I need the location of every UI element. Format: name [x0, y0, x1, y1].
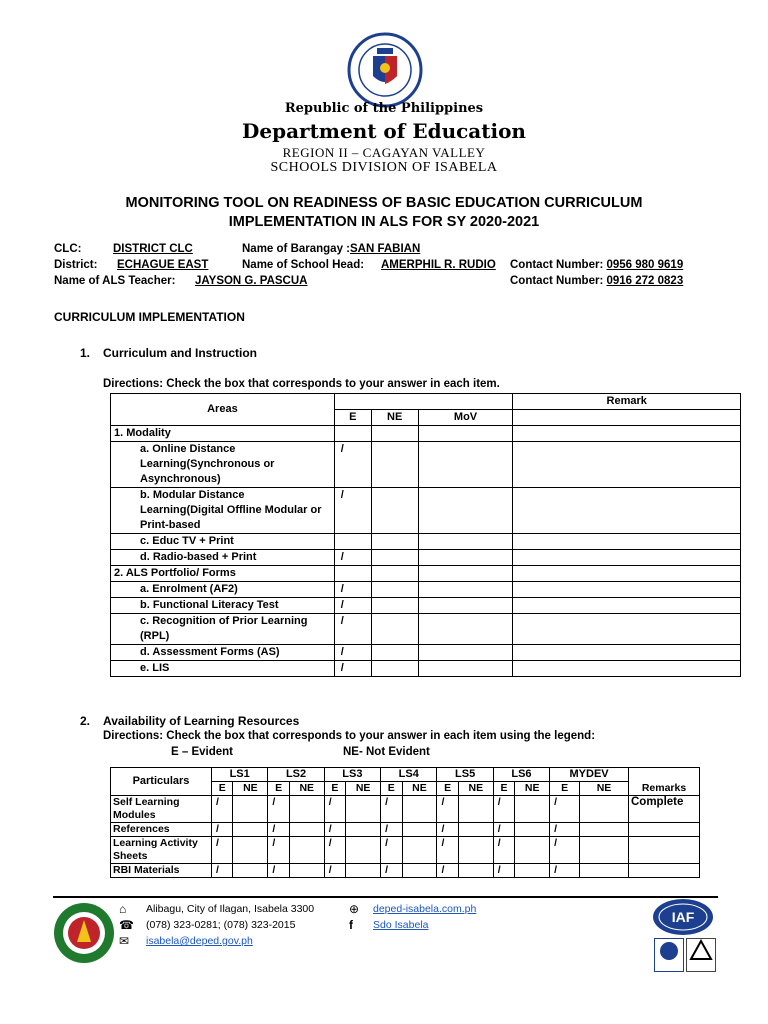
school-head-value-text: AMERPHIL R. RUDIO	[381, 259, 496, 271]
contact-field-1	[510, 259, 683, 271]
area-label: a. Enrolment (AF2)	[111, 582, 335, 598]
sub-e-header: E	[268, 782, 289, 796]
ne-mark-cell[interactable]	[233, 837, 268, 864]
sub-ne-header: NE	[515, 782, 550, 796]
e-mark-cell[interactable]: /	[212, 837, 233, 864]
ne-cell[interactable]	[371, 582, 418, 598]
resource-remark[interactable]	[629, 823, 700, 837]
clc-label: CLC:	[54, 243, 82, 255]
mov-cell[interactable]	[418, 442, 513, 488]
e-mark-cell[interactable]: /	[550, 796, 580, 823]
e-cell[interactable]: /	[334, 582, 371, 598]
e-mark-cell[interactable]: /	[437, 864, 458, 878]
document-title	[0, 194, 768, 232]
e-mark-cell[interactable]: /	[437, 837, 458, 864]
ne-cell[interactable]	[371, 488, 418, 534]
e-mark-cell[interactable]: /	[324, 837, 345, 864]
clc-value-text: DISTRICT CLC	[113, 243, 193, 255]
footer-website[interactable]: deped-isabela.com.ph	[373, 903, 477, 915]
barangay-value: SAN FABIAN	[350, 243, 421, 255]
e-mark-cell[interactable]: /	[212, 823, 233, 837]
mov-header: MoV	[418, 410, 513, 426]
e-mark-cell[interactable]: /	[381, 823, 402, 837]
resource-row	[111, 796, 700, 823]
section1-number: 1.	[80, 346, 91, 360]
ne-cell[interactable]	[371, 614, 418, 645]
email-icon: ✉	[119, 934, 130, 948]
e-cell[interactable]: /	[334, 598, 371, 614]
e-mark-cell[interactable]: /	[268, 823, 289, 837]
ne-mark-cell[interactable]	[233, 864, 268, 878]
resource-row	[111, 823, 700, 837]
section2-heading: Availability of Learning Resources	[103, 714, 300, 728]
ne-mark-cell[interactable]	[580, 837, 629, 864]
sub-e-header: E	[550, 782, 580, 796]
resources-table	[110, 767, 700, 878]
areas-header: Areas	[111, 394, 335, 426]
ne-mark-cell[interactable]	[515, 864, 550, 878]
division-heading: SCHOOLS DIVISION OF ISABELA	[270, 160, 498, 175]
phone-icon: ☎	[119, 918, 134, 932]
e-mark-cell[interactable]: /	[268, 837, 289, 864]
ne-mark-cell[interactable]	[289, 796, 324, 823]
remark-cell[interactable]	[513, 534, 741, 550]
address-icon: ⌂	[119, 902, 127, 916]
table-row	[111, 566, 741, 582]
mov-cell[interactable]	[418, 426, 513, 442]
sub-ne-header: NE	[233, 782, 268, 796]
e-mark-cell[interactable]: /	[381, 796, 402, 823]
table-row	[111, 442, 741, 488]
department-heading: Department of Education	[242, 119, 526, 143]
footer-email[interactable]: isabela@deped.gov.ph	[146, 935, 253, 947]
mov-cell[interactable]	[418, 614, 513, 645]
title-line-1: MONITORING TOOL ON READINESS OF BASIC EDUCATION CURRICULUM	[125, 195, 643, 211]
e-mark-cell[interactable]: /	[493, 823, 514, 837]
ukas-certification-badge	[686, 938, 716, 972]
district-value	[117, 259, 208, 271]
barangay-field	[242, 243, 420, 255]
e-mark-cell[interactable]: /	[324, 796, 345, 823]
e-cell[interactable]: /	[334, 661, 371, 677]
ls-group-header: MYDEV	[550, 768, 629, 782]
ne-mark-cell[interactable]	[580, 823, 629, 837]
ne-mark-cell[interactable]	[515, 837, 550, 864]
legend-not-evident: NE- Not Evident	[343, 746, 430, 758]
ne-cell[interactable]	[371, 550, 418, 566]
mov-cell[interactable]	[418, 645, 513, 661]
e-mark-cell[interactable]: /	[550, 837, 580, 864]
ne-mark-cell[interactable]	[458, 796, 493, 823]
table-row	[111, 488, 741, 534]
ne-header: NE	[371, 410, 418, 426]
facebook-icon: f	[349, 918, 353, 932]
area-label: e. LIS	[111, 661, 335, 677]
ls-group-header: LS2	[268, 768, 324, 782]
e-mark-cell[interactable]: /	[550, 823, 580, 837]
e-mark-cell[interactable]: /	[437, 796, 458, 823]
area-label: d. Assessment Forms (AS)	[111, 645, 335, 661]
resource-row	[111, 837, 700, 864]
resource-remark[interactable]	[629, 837, 700, 864]
contact-field-2	[510, 275, 683, 287]
footer-phone: (078) 323-0281; (078) 323-2015	[146, 919, 296, 931]
particulars-header: Particulars	[111, 768, 212, 796]
e-cell[interactable]: /	[334, 488, 371, 534]
mov-cell[interactable]	[418, 566, 513, 582]
ne-cell[interactable]	[371, 598, 418, 614]
ne-cell[interactable]	[371, 566, 418, 582]
particular-label: References	[111, 823, 212, 837]
iaf-logo	[652, 898, 714, 936]
e-mark-cell[interactable]: /	[381, 837, 402, 864]
sub-e-header: E	[324, 782, 345, 796]
sub-e-header: E	[493, 782, 514, 796]
remark-cell[interactable]	[513, 442, 741, 488]
ne-mark-cell[interactable]	[289, 823, 324, 837]
mov-cell[interactable]	[418, 582, 513, 598]
sub-ne-header: NE	[402, 782, 437, 796]
teacher-value-text: JAYSON G. PASCUA	[195, 275, 308, 287]
table-header-row	[111, 394, 741, 410]
section2-directions: Directions: Check the box that corresponds to your answer in each item using the legend:	[103, 730, 596, 742]
resources-header-row	[111, 768, 700, 782]
sub-ne-header: NE	[346, 782, 381, 796]
e-mark-cell[interactable]: /	[324, 823, 345, 837]
ne-mark-cell[interactable]	[580, 796, 629, 823]
table-row	[111, 550, 741, 566]
mov-cell[interactable]	[418, 550, 513, 566]
iso-certification-badge	[654, 938, 684, 972]
sdo-isabela-logo	[53, 902, 115, 964]
e-cell[interactable]	[334, 566, 371, 582]
remark-cell[interactable]	[513, 645, 741, 661]
footer-address: Alibagu, City of Ilagan, Isabela 3300	[146, 903, 315, 915]
ls-group-header: LS1	[212, 768, 268, 782]
sub-e-header: E	[381, 782, 402, 796]
school-head-value	[381, 259, 496, 271]
e-mark-cell[interactable]: /	[212, 796, 233, 823]
area-label: c. Educ TV + Print	[111, 534, 335, 550]
contact-value-2: 0916 272 0823	[606, 275, 684, 287]
sub-ne-header: NE	[580, 782, 629, 796]
e-mark-cell[interactable]: /	[437, 823, 458, 837]
resource-remark[interactable]	[629, 864, 700, 878]
iaf-text: IAF	[671, 909, 695, 925]
remark-cell[interactable]	[513, 614, 741, 645]
area-label: a. Online Distance Learning(Synchronous or Asynchronous)	[111, 442, 335, 488]
remark-cell	[513, 410, 741, 426]
ne-mark-cell[interactable]	[289, 864, 324, 878]
area-label: b. Functional Literacy Test	[111, 598, 335, 614]
remark-cell[interactable]	[513, 550, 741, 566]
table-row	[111, 598, 741, 614]
teacher-label: Name of ALS Teacher:	[54, 275, 176, 287]
ne-mark-cell[interactable]	[515, 796, 550, 823]
resource-remark[interactable]: Complete	[629, 796, 700, 823]
particular-label: RBI Materials	[111, 864, 212, 878]
ne-mark-cell[interactable]	[346, 823, 381, 837]
legend-evident: E – Evident	[171, 746, 233, 758]
section1-directions: Directions: Check the box that corresponds to your answer in each item.	[103, 378, 500, 390]
remarks-header: Remarks	[629, 768, 700, 796]
district-label: District:	[54, 259, 98, 271]
remark-cell[interactable]	[513, 566, 741, 582]
e-mark-cell[interactable]: /	[550, 864, 580, 878]
mov-cell[interactable]	[418, 534, 513, 550]
ne-mark-cell[interactable]	[402, 864, 437, 878]
ne-cell[interactable]	[371, 442, 418, 488]
particular-label: Self Learning Modules	[111, 796, 212, 823]
remark-cell[interactable]	[513, 661, 741, 677]
remark-spacer	[334, 394, 513, 410]
section-title: CURRICULUM IMPLEMENTATION	[54, 310, 245, 324]
table-row	[111, 426, 741, 442]
ls-group-header: LS3	[324, 768, 380, 782]
ne-cell[interactable]	[371, 534, 418, 550]
table-row	[111, 645, 741, 661]
ne-mark-cell[interactable]	[580, 864, 629, 878]
ne-mark-cell[interactable]	[458, 837, 493, 864]
mov-cell[interactable]	[418, 598, 513, 614]
ne-mark-cell[interactable]	[458, 823, 493, 837]
contact-label-1: Contact Number:	[510, 259, 604, 271]
ne-cell[interactable]	[371, 426, 418, 442]
contact-value-1: 0956 980 9619	[606, 259, 684, 271]
e-mark-cell[interactable]: /	[268, 796, 289, 823]
teacher-value	[195, 275, 307, 287]
footer-facebook[interactable]: Sdo Isabela	[373, 919, 429, 931]
ne-mark-cell[interactable]	[515, 823, 550, 837]
republic-heading: Republic of the Philippines	[284, 101, 484, 116]
e-mark-cell[interactable]: /	[493, 837, 514, 864]
e-cell[interactable]: /	[334, 614, 371, 645]
area-label: 1. Modality	[111, 426, 335, 442]
e-cell[interactable]	[334, 426, 371, 442]
footer-divider	[53, 896, 718, 898]
area-label: b. Modular Distance Learning(Digital Offline Modular or Print-based	[111, 488, 335, 534]
remark-cell[interactable]	[513, 582, 741, 598]
ls-group-header: LS4	[381, 768, 437, 782]
table-row	[111, 534, 741, 550]
e-cell[interactable]: /	[334, 442, 371, 488]
table-row	[111, 614, 741, 645]
particular-label: Learning Activity Sheets	[111, 837, 212, 864]
region-heading: REGION II – CAGAYAN VALLEY	[282, 145, 486, 160]
contact-label-2: Contact Number:	[510, 275, 604, 287]
ne-mark-cell[interactable]	[402, 823, 437, 837]
curriculum-table	[110, 393, 741, 677]
globe-icon: ⊕	[349, 902, 360, 916]
remark-cell[interactable]	[513, 488, 741, 534]
ne-cell[interactable]	[371, 661, 418, 677]
remark-cell[interactable]	[513, 598, 741, 614]
resource-row	[111, 864, 700, 878]
e-cell[interactable]: /	[334, 645, 371, 661]
section1-heading: Curriculum and Instruction	[103, 346, 258, 360]
sub-e-header: E	[212, 782, 233, 796]
ls-group-header: LS5	[437, 768, 493, 782]
sub-ne-header: NE	[458, 782, 493, 796]
remark-cell[interactable]	[513, 426, 741, 442]
ne-cell[interactable]	[371, 645, 418, 661]
e-cell[interactable]	[334, 534, 371, 550]
ne-mark-cell[interactable]	[458, 864, 493, 878]
sub-e-header: E	[437, 782, 458, 796]
area-label: 2. ALS Portfolio/ Forms	[111, 566, 335, 582]
area-label: d. Radio-based + Print	[111, 550, 335, 566]
sub-ne-header: NE	[289, 782, 324, 796]
e-mark-cell[interactable]: /	[324, 864, 345, 878]
table-row	[111, 582, 741, 598]
e-mark-cell[interactable]: /	[212, 864, 233, 878]
school-head-label: Name of School Head:	[242, 259, 365, 271]
mov-cell[interactable]	[418, 661, 513, 677]
ne-mark-cell[interactable]	[402, 796, 437, 823]
ls-group-header: LS6	[493, 768, 549, 782]
deped-seal-logo	[347, 32, 423, 108]
district-value-text: ECHAGUE EAST	[117, 259, 209, 271]
ne-mark-cell[interactable]	[346, 837, 381, 864]
ne-mark-cell[interactable]	[289, 837, 324, 864]
e-mark-cell[interactable]: /	[381, 864, 402, 878]
ne-mark-cell[interactable]	[233, 796, 268, 823]
area-label: c. Recognition of Prior Learning (RPL)	[111, 614, 335, 645]
ne-mark-cell[interactable]	[402, 837, 437, 864]
remark-header: Remark	[513, 394, 741, 410]
table-row	[111, 661, 741, 677]
e-mark-cell[interactable]: /	[268, 864, 289, 878]
ne-mark-cell[interactable]	[346, 864, 381, 878]
e-cell[interactable]: /	[334, 550, 371, 566]
ne-mark-cell[interactable]	[346, 796, 381, 823]
ne-mark-cell[interactable]	[233, 823, 268, 837]
mov-cell[interactable]	[418, 488, 513, 534]
e-header: E	[334, 410, 371, 426]
e-mark-cell[interactable]: /	[493, 864, 514, 878]
title-line-2: IMPLEMENTATION IN ALS FOR SY 2020-2021	[228, 214, 540, 230]
barangay-label: Name of Barangay :	[242, 243, 351, 255]
section2-number: 2.	[80, 714, 91, 728]
clc-value	[113, 243, 193, 255]
e-mark-cell[interactable]: /	[493, 796, 514, 823]
